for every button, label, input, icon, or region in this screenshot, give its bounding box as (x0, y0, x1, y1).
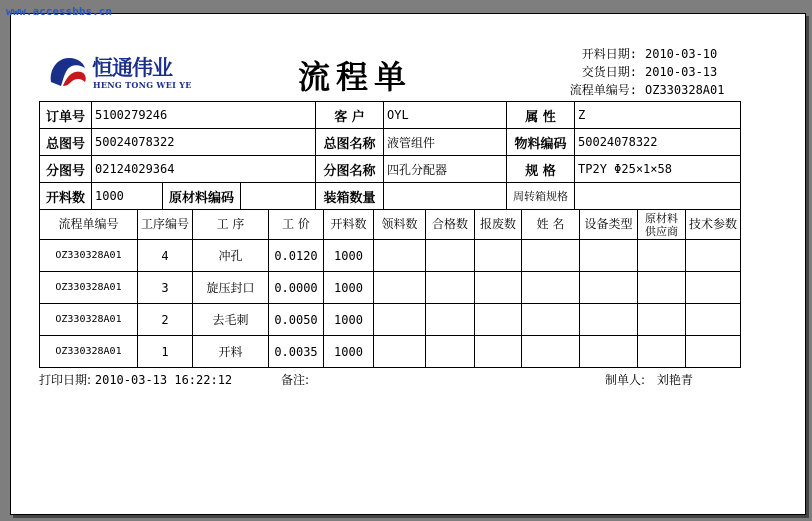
print-date (39, 371, 232, 388)
table-row: OZ330328A01 4 冲孔 0.0120 1000 (40, 240, 741, 272)
customer-label: 客 户 (316, 102, 384, 129)
print-date-value: 2010-03-13 16:22:12 (94, 373, 233, 387)
flow-sheet-page (10, 13, 806, 515)
col-header-name: 姓 名 (522, 210, 580, 240)
info-row-order (40, 102, 741, 129)
main-drawing-value: 50024078322 (92, 129, 316, 156)
maker-label: 制单人: (605, 373, 646, 387)
logo-chinese-name: 恒通伟业 (92, 56, 172, 80)
customer-value: OYL (384, 102, 507, 129)
material-code-value: 50024078322 (575, 129, 741, 156)
order-no-label: 订单号 (40, 102, 92, 129)
turnover-box-spec-label: 周转箱规格 (507, 183, 575, 210)
sub-drawing-label: 分图号 (40, 156, 92, 183)
info-row-cut-qty (40, 183, 741, 210)
process-table (39, 209, 741, 368)
main-drawing-label: 总图号 (40, 129, 92, 156)
sub-drawing-name-value: 四孔分配器 (384, 156, 507, 183)
cut-qty-value: 1000 (92, 183, 163, 210)
col-header-unit-price: 工 价 (269, 210, 324, 240)
table-row: OZ330328A01 3 旋压封口 0.0000 1000 (40, 272, 741, 304)
page-title: 流程单 (298, 58, 413, 96)
table-row: OZ330328A01 1 开料 0.0035 1000 (40, 336, 741, 368)
spec-label: 规 格 (507, 156, 575, 183)
raw-material-code-label: 原材料编码 (163, 183, 241, 210)
logo-english-name: HENG TONG WEI YE (93, 80, 192, 90)
order-no-value: 5100279246 (92, 102, 316, 129)
sub-drawing-name-label: 分图名称 (316, 156, 384, 183)
attribute-label: 属 性 (507, 102, 575, 129)
col-header-passed-qty: 合格数 (426, 210, 475, 240)
spec-value: TP2Y Φ25×1×58 (575, 156, 741, 183)
col-header-cut-qty: 开料数 (324, 210, 374, 240)
info-row-sub-drawing (40, 156, 741, 183)
raw-material-code-value (241, 183, 316, 210)
col-header-scrap-qty: 报废数 (475, 210, 522, 240)
info-row-main-drawing (40, 129, 741, 156)
meta-cut-date: 开料日期: 2010-03-10 (581, 47, 718, 61)
remark-label: 备注: (281, 373, 310, 387)
main-drawing-name-label: 总图名称 (316, 129, 384, 156)
company-logo-icon (47, 52, 89, 92)
meta-flow-sheet-no: 流程单编号: OZ330328A01 (569, 83, 725, 97)
turnover-box-spec-value (575, 183, 741, 210)
packing-qty-label: 装箱数量 (316, 183, 384, 210)
sub-drawing-value: 02124029364 (92, 156, 316, 183)
col-header-supplier: 原材料供应商 (638, 210, 686, 240)
col-header-step-no: 工序编号 (138, 210, 193, 240)
process-header-row (40, 210, 741, 240)
meta-delivery-date: 交货日期: 2010-03-13 (581, 65, 718, 79)
header-dates (551, 45, 724, 99)
watermark-text: www.accessbbs.cn (6, 5, 112, 18)
maker-value: 刘艳青 (656, 373, 693, 387)
cut-qty-label: 开料数 (40, 183, 92, 210)
attribute-value: Z (575, 102, 741, 129)
company-logo (47, 50, 192, 98)
table-row: OZ330328A01 2 去毛刺 0.0050 1000 (40, 304, 741, 336)
col-header-picked-qty: 领料数 (374, 210, 426, 240)
order-info-table (39, 101, 741, 210)
col-header-tech-params: 技术参数 (686, 210, 741, 240)
packing-qty-value (384, 183, 507, 210)
col-header-flow-no: 流程单编号 (40, 210, 138, 240)
print-date-label: 打印日期: (39, 373, 92, 387)
material-code-label: 物料编码 (507, 129, 575, 156)
col-header-equipment-type: 设备类型 (580, 210, 638, 240)
col-header-process: 工 序 (193, 210, 269, 240)
maker (605, 371, 693, 388)
main-drawing-name-value: 液管组件 (384, 129, 507, 156)
